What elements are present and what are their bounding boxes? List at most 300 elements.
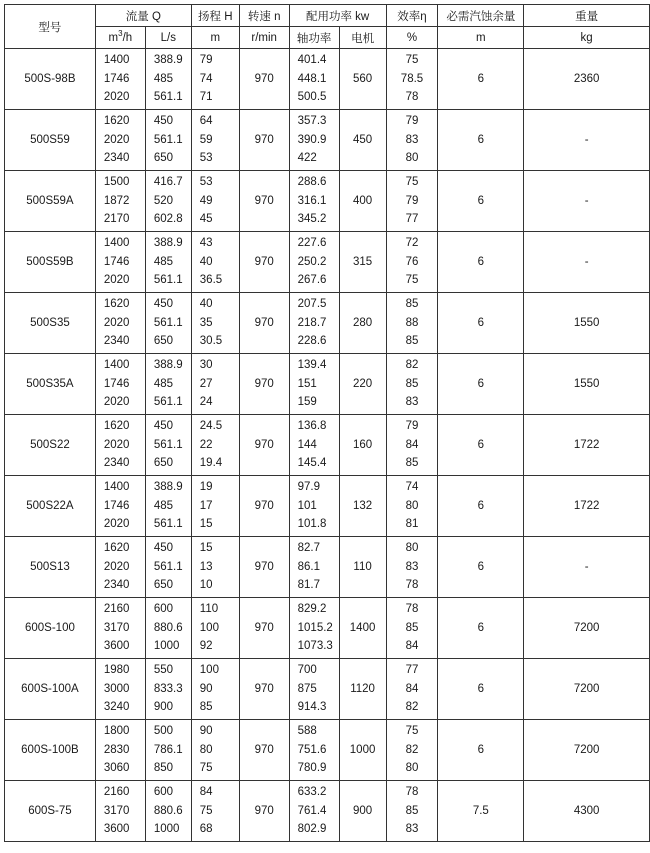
- shaft-power-value: 914.3: [297, 701, 327, 714]
- efficiency-values: [387, 110, 438, 170]
- efficiency-value: 75: [405, 176, 419, 188]
- shaft-power-value: 500.5: [297, 91, 327, 104]
- shaft-power-value: 101: [297, 499, 317, 512]
- table-row: [5, 476, 650, 537]
- flow-ls-value: 416.7: [153, 176, 183, 188]
- flow-m3h-value: 1620: [103, 420, 130, 432]
- flow-ls-value: 550: [153, 664, 173, 676]
- unit-shaft-power: 轴功率: [289, 27, 339, 49]
- flow-ls-value: 600: [153, 786, 173, 798]
- flow-ls-cell: [145, 354, 191, 415]
- head-value: 90: [199, 682, 213, 695]
- shaft-power-values: [290, 659, 339, 719]
- efficiency-cell: [386, 720, 438, 781]
- flow-m3h-value: 3600: [103, 823, 130, 836]
- shaft-power-value: 316.1: [297, 194, 327, 207]
- weight-cell: 7200: [524, 659, 650, 720]
- efficiency-cell: [386, 781, 438, 842]
- header-row-units: [5, 27, 650, 49]
- flow-m3h-value: 2020: [103, 91, 130, 104]
- flow-ls-value: 561.1: [153, 438, 183, 451]
- shaft-power-value: 97.9: [297, 481, 321, 493]
- efficiency-value: 78.5: [400, 72, 424, 85]
- head-values: [192, 659, 239, 719]
- efficiency-values: [387, 659, 438, 719]
- flow-ls-value: 650: [153, 457, 173, 470]
- flow-ls-value: 650: [153, 152, 173, 165]
- npsh-cell: 6: [438, 476, 524, 537]
- flow-m3h-value: 1400: [103, 237, 130, 249]
- shaft-power-cell: [289, 49, 339, 110]
- efficiency-value: 81: [405, 518, 419, 531]
- table-row: [5, 49, 650, 110]
- flow-ls-value: 450: [153, 115, 173, 127]
- head-cell: [191, 781, 239, 842]
- table-row: [5, 598, 650, 659]
- table-row: [5, 171, 650, 232]
- efficiency-values: [387, 354, 438, 414]
- efficiency-value: 75: [405, 274, 419, 287]
- flow-m3h-value: 2020: [103, 518, 130, 531]
- model-cell: 500S-98B: [5, 49, 96, 110]
- flow-ls-value: 880.6: [153, 621, 183, 634]
- efficiency-value: 85: [405, 457, 419, 470]
- efficiency-value: 84: [405, 640, 419, 653]
- table-row: [5, 537, 650, 598]
- efficiency-cell: [386, 171, 438, 232]
- header-head: 扬程 H: [191, 5, 239, 27]
- head-cell: [191, 171, 239, 232]
- weight-cell: -: [524, 171, 650, 232]
- efficiency-values: [387, 171, 438, 231]
- shaft-power-value: 633.2: [297, 786, 327, 798]
- flow-ls-values: [146, 293, 191, 353]
- flow-ls-cell: [145, 537, 191, 598]
- efficiency-value: 83: [405, 560, 419, 573]
- flow-m3h-value: 1872: [103, 194, 130, 207]
- flow-m3h-cell: [95, 781, 145, 842]
- flow-ls-cell: [145, 232, 191, 293]
- shaft-power-cell: [289, 110, 339, 171]
- model-cell: 500S13: [5, 537, 96, 598]
- efficiency-value: 72: [405, 237, 419, 249]
- table-row: [5, 720, 650, 781]
- efficiency-value: 78: [405, 786, 419, 798]
- shaft-power-cell: [289, 720, 339, 781]
- head-value: 24.5: [199, 420, 223, 432]
- model-cell: 600S-100: [5, 598, 96, 659]
- weight-cell: 1550: [524, 293, 650, 354]
- npsh-cell: 6: [438, 232, 524, 293]
- model-cell: 500S59A: [5, 171, 96, 232]
- flow-m3h-value: 1400: [103, 359, 130, 371]
- motor-power-cell: 450: [339, 110, 386, 171]
- shaft-power-value: 875: [297, 682, 317, 695]
- shaft-power-value: 751.6: [297, 743, 327, 756]
- head-cell: [191, 598, 239, 659]
- head-values: [192, 476, 239, 536]
- head-value: 10: [199, 579, 213, 592]
- shaft-power-values: [290, 598, 339, 658]
- flow-ls-value: 485: [153, 72, 173, 85]
- flow-m3h-value: 1980: [103, 664, 130, 676]
- flow-ls-value: 450: [153, 542, 173, 554]
- flow-m3h-value: 1746: [103, 72, 130, 85]
- flow-ls-value: 450: [153, 420, 173, 432]
- flow-ls-cell: [145, 781, 191, 842]
- npsh-cell: 6: [438, 415, 524, 476]
- flow-m3h-values: [96, 598, 145, 658]
- flow-m3h-cell: [95, 659, 145, 720]
- head-cell: [191, 354, 239, 415]
- motor-power-cell: 160: [339, 415, 386, 476]
- shaft-power-values: [290, 293, 339, 353]
- flow-ls-value: 500: [153, 725, 173, 737]
- head-value: 79: [199, 54, 213, 66]
- weight-cell: 1550: [524, 354, 650, 415]
- motor-power-cell: 900: [339, 781, 386, 842]
- efficiency-cell: [386, 476, 438, 537]
- shaft-power-value: 151: [297, 377, 317, 390]
- efficiency-value: 79: [405, 194, 419, 207]
- npsh-cell: 7.5: [438, 781, 524, 842]
- shaft-power-cell: [289, 293, 339, 354]
- flow-m3h-value: 1500: [103, 176, 130, 188]
- efficiency-value: 80: [405, 499, 419, 512]
- shaft-power-cell: [289, 476, 339, 537]
- flow-m3h-value: 1746: [103, 255, 130, 268]
- flow-ls-values: [146, 781, 191, 841]
- flow-m3h-values: [96, 781, 145, 841]
- shaft-power-value: 448.1: [297, 72, 327, 85]
- head-values: [192, 415, 239, 475]
- head-value: 92: [199, 640, 213, 653]
- shaft-power-value: 86.1: [297, 560, 321, 573]
- header-power: 配用功率 kw: [289, 5, 386, 27]
- shaft-power-value: 345.2: [297, 213, 327, 226]
- speed-cell: 970: [239, 659, 289, 720]
- head-value: 19.4: [199, 457, 223, 470]
- header-row-main: [5, 5, 650, 27]
- shaft-power-value: 780.9: [297, 762, 327, 775]
- header-model: 型号: [5, 5, 96, 49]
- flow-ls-value: 561.1: [153, 396, 183, 409]
- efficiency-cell: [386, 232, 438, 293]
- head-value: 80: [199, 743, 213, 756]
- head-value: 64: [199, 115, 213, 127]
- unit-flow-m3h-sup: 3: [118, 28, 123, 38]
- flow-m3h-value: 1620: [103, 298, 130, 310]
- npsh-cell: 6: [438, 720, 524, 781]
- flow-m3h-value: 2830: [103, 743, 130, 756]
- flow-m3h-values: [96, 659, 145, 719]
- head-value: 110: [199, 603, 219, 615]
- shaft-power-value: 228.6: [297, 335, 327, 348]
- table-body: [5, 49, 650, 842]
- efficiency-value: 83: [405, 133, 419, 146]
- flow-ls-cell: [145, 293, 191, 354]
- shaft-power-values: [290, 537, 339, 597]
- unit-flow-m3h-prefix: m: [108, 31, 119, 44]
- speed-cell: 970: [239, 720, 289, 781]
- weight-cell: 2360: [524, 49, 650, 110]
- flow-ls-value: 880.6: [153, 804, 183, 817]
- model-cell: 500S59B: [5, 232, 96, 293]
- efficiency-value: 85: [405, 377, 419, 390]
- flow-ls-values: [146, 49, 191, 109]
- head-value: 40: [199, 298, 213, 310]
- efficiency-value: 85: [405, 335, 419, 348]
- flow-m3h-values: [96, 720, 145, 780]
- shaft-power-values: [290, 720, 339, 780]
- flow-ls-value: 388.9: [153, 237, 183, 249]
- flow-m3h-value: 1620: [103, 542, 130, 554]
- head-value: 36.5: [199, 274, 223, 287]
- flow-ls-value: 1000: [153, 640, 180, 653]
- head-values: [192, 232, 239, 292]
- weight-cell: -: [524, 110, 650, 171]
- table-row: [5, 293, 650, 354]
- shaft-power-value: 159: [297, 396, 317, 409]
- unit-flow-m3h: [95, 27, 145, 49]
- weight-cell: 7200: [524, 598, 650, 659]
- model-cell: 500S22: [5, 415, 96, 476]
- shaft-power-value: 357.3: [297, 115, 327, 127]
- shaft-power-cell: [289, 354, 339, 415]
- head-value: 13: [199, 560, 213, 573]
- efficiency-value: 80: [405, 152, 419, 165]
- flow-m3h-cell: [95, 476, 145, 537]
- shaft-power-values: [290, 49, 339, 109]
- head-value: 27: [199, 377, 213, 390]
- speed-cell: 970: [239, 110, 289, 171]
- npsh-cell: 6: [438, 110, 524, 171]
- flow-m3h-cell: [95, 598, 145, 659]
- flow-m3h-cell: [95, 171, 145, 232]
- shaft-power-value: 82.7: [297, 542, 321, 554]
- flow-ls-value: 450: [153, 298, 173, 310]
- pump-performance-table: [4, 4, 650, 842]
- speed-cell: 970: [239, 171, 289, 232]
- npsh-cell: 6: [438, 293, 524, 354]
- shaft-power-values: [290, 171, 339, 231]
- flow-m3h-values: [96, 49, 145, 109]
- head-value: 30.5: [199, 335, 223, 348]
- flow-ls-values: [146, 415, 191, 475]
- head-value: 85: [199, 701, 213, 714]
- table-row: [5, 415, 650, 476]
- flow-ls-value: 850: [153, 762, 173, 775]
- npsh-cell: 6: [438, 354, 524, 415]
- header-weight: 重量: [524, 5, 650, 27]
- flow-ls-value: 1000: [153, 823, 180, 836]
- head-value: 15: [199, 518, 213, 531]
- flow-m3h-value: 3240: [103, 701, 130, 714]
- table-row: [5, 232, 650, 293]
- speed-cell: 970: [239, 49, 289, 110]
- flow-m3h-value: 2020: [103, 274, 130, 287]
- head-cell: [191, 659, 239, 720]
- head-value: 19: [199, 481, 213, 493]
- shaft-power-value: 829.2: [297, 603, 327, 615]
- npsh-cell: 6: [438, 659, 524, 720]
- flow-m3h-value: 2020: [103, 396, 130, 409]
- flow-m3h-value: 3170: [103, 621, 130, 634]
- head-value: 75: [199, 762, 213, 775]
- shaft-power-value: 1015.2: [297, 621, 333, 634]
- efficiency-values: [387, 49, 438, 109]
- head-cell: [191, 293, 239, 354]
- flow-m3h-value: 1620: [103, 115, 130, 127]
- efficiency-value: 82: [405, 359, 419, 371]
- shaft-power-value: 802.9: [297, 823, 327, 836]
- efficiency-values: [387, 598, 438, 658]
- model-cell: 500S59: [5, 110, 96, 171]
- flow-ls-value: 388.9: [153, 481, 183, 493]
- efficiency-value: 74: [405, 481, 419, 493]
- shaft-power-cell: [289, 171, 339, 232]
- efficiency-values: [387, 476, 438, 536]
- efficiency-values: [387, 781, 438, 841]
- shaft-power-values: [290, 415, 339, 475]
- efficiency-cell: [386, 415, 438, 476]
- efficiency-cell: [386, 49, 438, 110]
- head-value: 43: [199, 237, 213, 249]
- shaft-power-values: [290, 476, 339, 536]
- efficiency-value: 84: [405, 438, 419, 451]
- flow-m3h-values: [96, 293, 145, 353]
- shaft-power-values: [290, 110, 339, 170]
- shaft-power-value: 401.4: [297, 54, 327, 66]
- head-cell: [191, 415, 239, 476]
- efficiency-value: 80: [405, 762, 419, 775]
- flow-ls-cell: [145, 659, 191, 720]
- flow-m3h-cell: [95, 415, 145, 476]
- shaft-power-value: 588: [297, 725, 317, 737]
- flow-ls-values: [146, 598, 191, 658]
- head-value: 53: [199, 176, 213, 188]
- head-value: 100: [199, 621, 219, 634]
- speed-cell: 970: [239, 537, 289, 598]
- speed-cell: 970: [239, 781, 289, 842]
- speed-cell: 970: [239, 476, 289, 537]
- speed-cell: 970: [239, 598, 289, 659]
- head-value: 59: [199, 133, 213, 146]
- motor-power-cell: 132: [339, 476, 386, 537]
- table-header: [5, 5, 650, 49]
- efficiency-values: [387, 720, 438, 780]
- flow-m3h-values: [96, 354, 145, 414]
- efficiency-value: 75: [405, 725, 419, 737]
- efficiency-value: 84: [405, 682, 419, 695]
- shaft-power-value: 390.9: [297, 133, 327, 146]
- shaft-power-value: 422: [297, 152, 317, 165]
- head-value: 68: [199, 823, 213, 836]
- flow-ls-value: 650: [153, 335, 173, 348]
- flow-m3h-values: [96, 537, 145, 597]
- flow-ls-cell: [145, 415, 191, 476]
- flow-ls-value: 520: [153, 194, 173, 207]
- flow-ls-cell: [145, 110, 191, 171]
- flow-ls-values: [146, 354, 191, 414]
- efficiency-values: [387, 232, 438, 292]
- motor-power-cell: 1120: [339, 659, 386, 720]
- flow-m3h-cell: [95, 720, 145, 781]
- flow-ls-values: [146, 476, 191, 536]
- model-cell: 600S-100A: [5, 659, 96, 720]
- head-cell: [191, 537, 239, 598]
- flow-m3h-value: 1746: [103, 499, 130, 512]
- flow-ls-values: [146, 537, 191, 597]
- model-cell: 500S35A: [5, 354, 96, 415]
- flow-ls-value: 602.8: [153, 213, 183, 226]
- flow-m3h-values: [96, 171, 145, 231]
- shaft-power-value: 1073.3: [297, 640, 333, 653]
- head-value: 35: [199, 316, 213, 329]
- head-values: [192, 598, 239, 658]
- head-value: 17: [199, 499, 213, 512]
- flow-ls-value: 485: [153, 377, 173, 390]
- efficiency-cell: [386, 354, 438, 415]
- flow-m3h-value: 2340: [103, 579, 130, 592]
- head-values: [192, 781, 239, 841]
- flow-m3h-value: 1400: [103, 481, 130, 493]
- shaft-power-value: 136.8: [297, 420, 327, 432]
- flow-ls-cell: [145, 171, 191, 232]
- weight-cell: -: [524, 232, 650, 293]
- model-cell: 500S35: [5, 293, 96, 354]
- shaft-power-value: 267.6: [297, 274, 327, 287]
- flow-m3h-cell: [95, 293, 145, 354]
- shaft-power-value: 218.7: [297, 316, 327, 329]
- flow-m3h-value: 2020: [103, 560, 130, 573]
- weight-cell: -: [524, 537, 650, 598]
- flow-m3h-value: 1800: [103, 725, 130, 737]
- shaft-power-value: 250.2: [297, 255, 327, 268]
- npsh-cell: 6: [438, 537, 524, 598]
- efficiency-value: 79: [405, 115, 419, 127]
- head-value: 49: [199, 194, 213, 207]
- flow-m3h-values: [96, 110, 145, 170]
- head-values: [192, 171, 239, 231]
- efficiency-value: 77: [405, 213, 419, 226]
- flow-m3h-value: 2340: [103, 152, 130, 165]
- unit-speed: r/min: [239, 27, 289, 49]
- flow-m3h-value: 2170: [103, 213, 130, 226]
- flow-ls-value: 485: [153, 255, 173, 268]
- efficiency-values: [387, 293, 438, 353]
- flow-ls-value: 600: [153, 603, 173, 615]
- motor-power-cell: 560: [339, 49, 386, 110]
- efficiency-values: [387, 537, 438, 597]
- flow-m3h-cell: [95, 232, 145, 293]
- weight-cell: 1722: [524, 476, 650, 537]
- flow-ls-cell: [145, 476, 191, 537]
- model-cell: 600S-75: [5, 781, 96, 842]
- shaft-power-value: 700: [297, 664, 317, 676]
- head-value: 30: [199, 359, 213, 371]
- shaft-power-value: 145.4: [297, 457, 327, 470]
- flow-ls-value: 833.3: [153, 682, 183, 695]
- flow-m3h-values: [96, 415, 145, 475]
- shaft-power-cell: [289, 598, 339, 659]
- flow-ls-value: 561.1: [153, 560, 183, 573]
- flow-m3h-value: 1746: [103, 377, 130, 390]
- npsh-cell: 6: [438, 598, 524, 659]
- flow-m3h-value: 1400: [103, 54, 130, 66]
- head-cell: [191, 720, 239, 781]
- header-speed: 转速 n: [239, 5, 289, 27]
